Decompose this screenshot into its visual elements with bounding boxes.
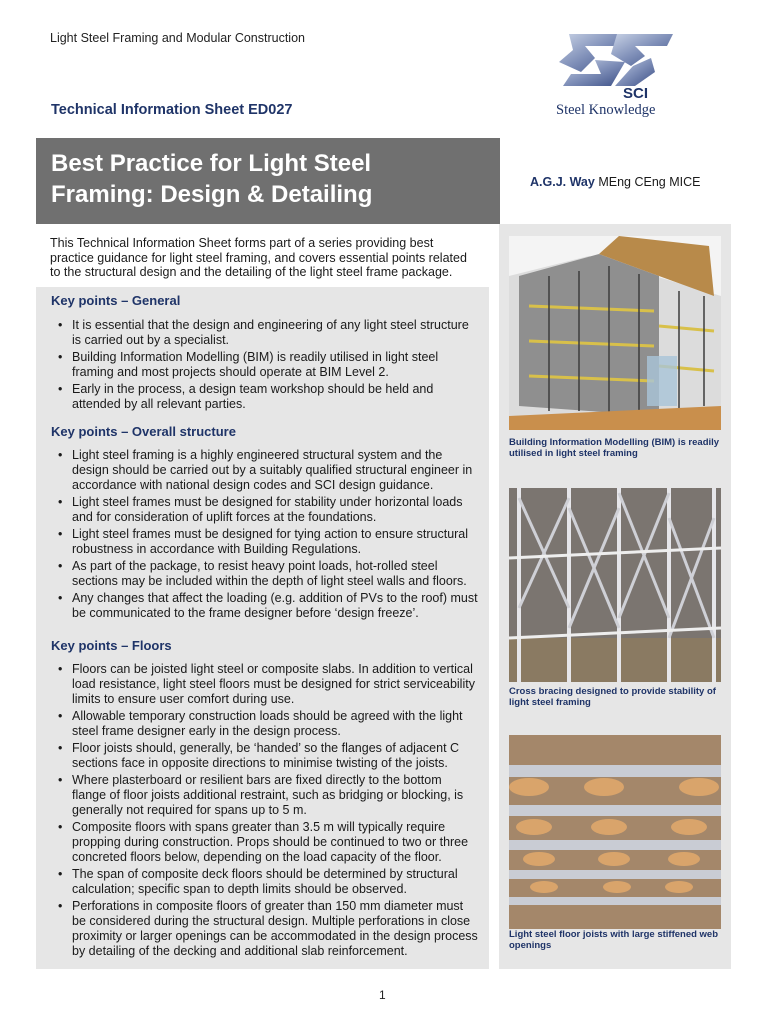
list-item: • Any changes that affect the loading (e.g. addition of PVs to the roof) must be communicated to the frame designer before ‘design freeze’.	[58, 591, 478, 621]
figure-caption-2: Cross bracing designed to provide stability of light steel framing	[509, 686, 716, 708]
figure-sidebar	[499, 224, 731, 969]
list-item: • It is essential that the design and engineering of any light steel structure is carried out by a specialist.	[58, 318, 478, 348]
list-item: • Floors can be joisted light steel or composite slabs. In addition to vertical load resistance, light steel floors must be designed for strict serviceability limits to ensure user comfort during use.	[58, 662, 478, 707]
list-item: • Light steel framing is a highly engineered structural system and the design should be carried out by a suitably qualified structural engineer in accordance with national design codes and SCI design guidance.	[58, 448, 478, 493]
section-heading-overall: Key points – Overall structure	[51, 424, 236, 439]
list-item: • Early in the process, a design team workshop should be held and attended by all relevant parties.	[58, 382, 478, 412]
page-number: 1	[379, 988, 386, 1002]
author	[530, 175, 700, 189]
list-item: • Allowable temporary construction loads should be agreed with the light steel frame designer early in the design process.	[58, 709, 478, 739]
title-line-2: Framing: Design & Detailing	[51, 181, 373, 208]
sheet-id: Technical Information Sheet ED027	[51, 102, 293, 118]
key-points-panel	[36, 287, 489, 969]
list-item: • Floor joists should, generally, be ‘handed’ so the flanges of adjacent C sections face in opposite directions to minimise twisting of the joists.	[58, 741, 478, 771]
title-banner	[36, 138, 500, 224]
bullet-list-overall	[58, 448, 478, 623]
list-item: • Perforations in composite floors of greater than 150 mm diameter must be considered during the structural design. Multiple perforations in close proximity or larger openings can be accommodated in the design process by detailing of the decking and additional slab reinforcement.	[58, 899, 478, 959]
section-heading-floors: Key points – Floors	[51, 638, 172, 653]
section-heading-general: Key points – General	[51, 293, 181, 308]
bullet-list-general	[58, 318, 478, 414]
list-item: • Light steel frames must be designed for tying action to ensure structural robustness in accordance with Building Regulations.	[58, 527, 478, 557]
cross-bracing-image	[509, 488, 721, 682]
list-item: • Light steel frames must be designed for stability under horizontal loads and for consideration of uplift forces at the foundations.	[58, 495, 478, 525]
figure-caption-3: Light steel floor joists with large stiffened web openings	[509, 929, 719, 951]
floor-joists-image	[509, 735, 721, 929]
list-item: • As part of the package, to resist heavy point loads, hot-rolled steel sections may be included within the depth of light steel walls and floors.	[58, 559, 478, 589]
sci-logo	[553, 32, 678, 124]
bullet-list-floors	[58, 662, 478, 961]
list-item: • Building Information Modelling (BIM) is readily utilised in light steel framing and most projects should operate at BIM Level 2.	[58, 350, 478, 380]
logo-letters: SCI	[623, 85, 649, 100]
author-name: A.G.J. Way	[530, 175, 595, 189]
list-item: • Where plasterboard or resilient bars are fixed directly to the bottom flange of floor joists additional restraint, such as bridging or blocking, is generally not required for spans up to 5 m.	[58, 773, 478, 818]
list-item: • The span of composite deck floors should be determined by structural calculation; specific span to depth limits should be observed.	[58, 867, 478, 897]
page-title	[51, 148, 372, 210]
series-title: Light Steel Framing and Modular Construction	[50, 31, 305, 45]
figure-caption-1: Building Information Modelling (BIM) is readily utilised in light steel framing	[509, 437, 720, 459]
intro-paragraph: This Technical Information Sheet forms part of a series providing best practice guidance for light steel framing, and covers essential points related to the structural design and the detailing of the light steel frame package.	[50, 236, 467, 279]
sci-logo-icon	[555, 32, 677, 100]
logo-tagline: Steel Knowledge	[556, 102, 656, 118]
bim-model-image	[509, 236, 721, 430]
title-line-1: Best Practice for Light Steel	[51, 150, 372, 177]
list-item: • Composite floors with spans greater than 3.5 m will typically require propping during construction. Props should be continued to two or three concreted floors below, depending on the load capacity of the floor.	[58, 820, 478, 865]
author-credentials: MEng CEng MICE	[598, 175, 701, 189]
